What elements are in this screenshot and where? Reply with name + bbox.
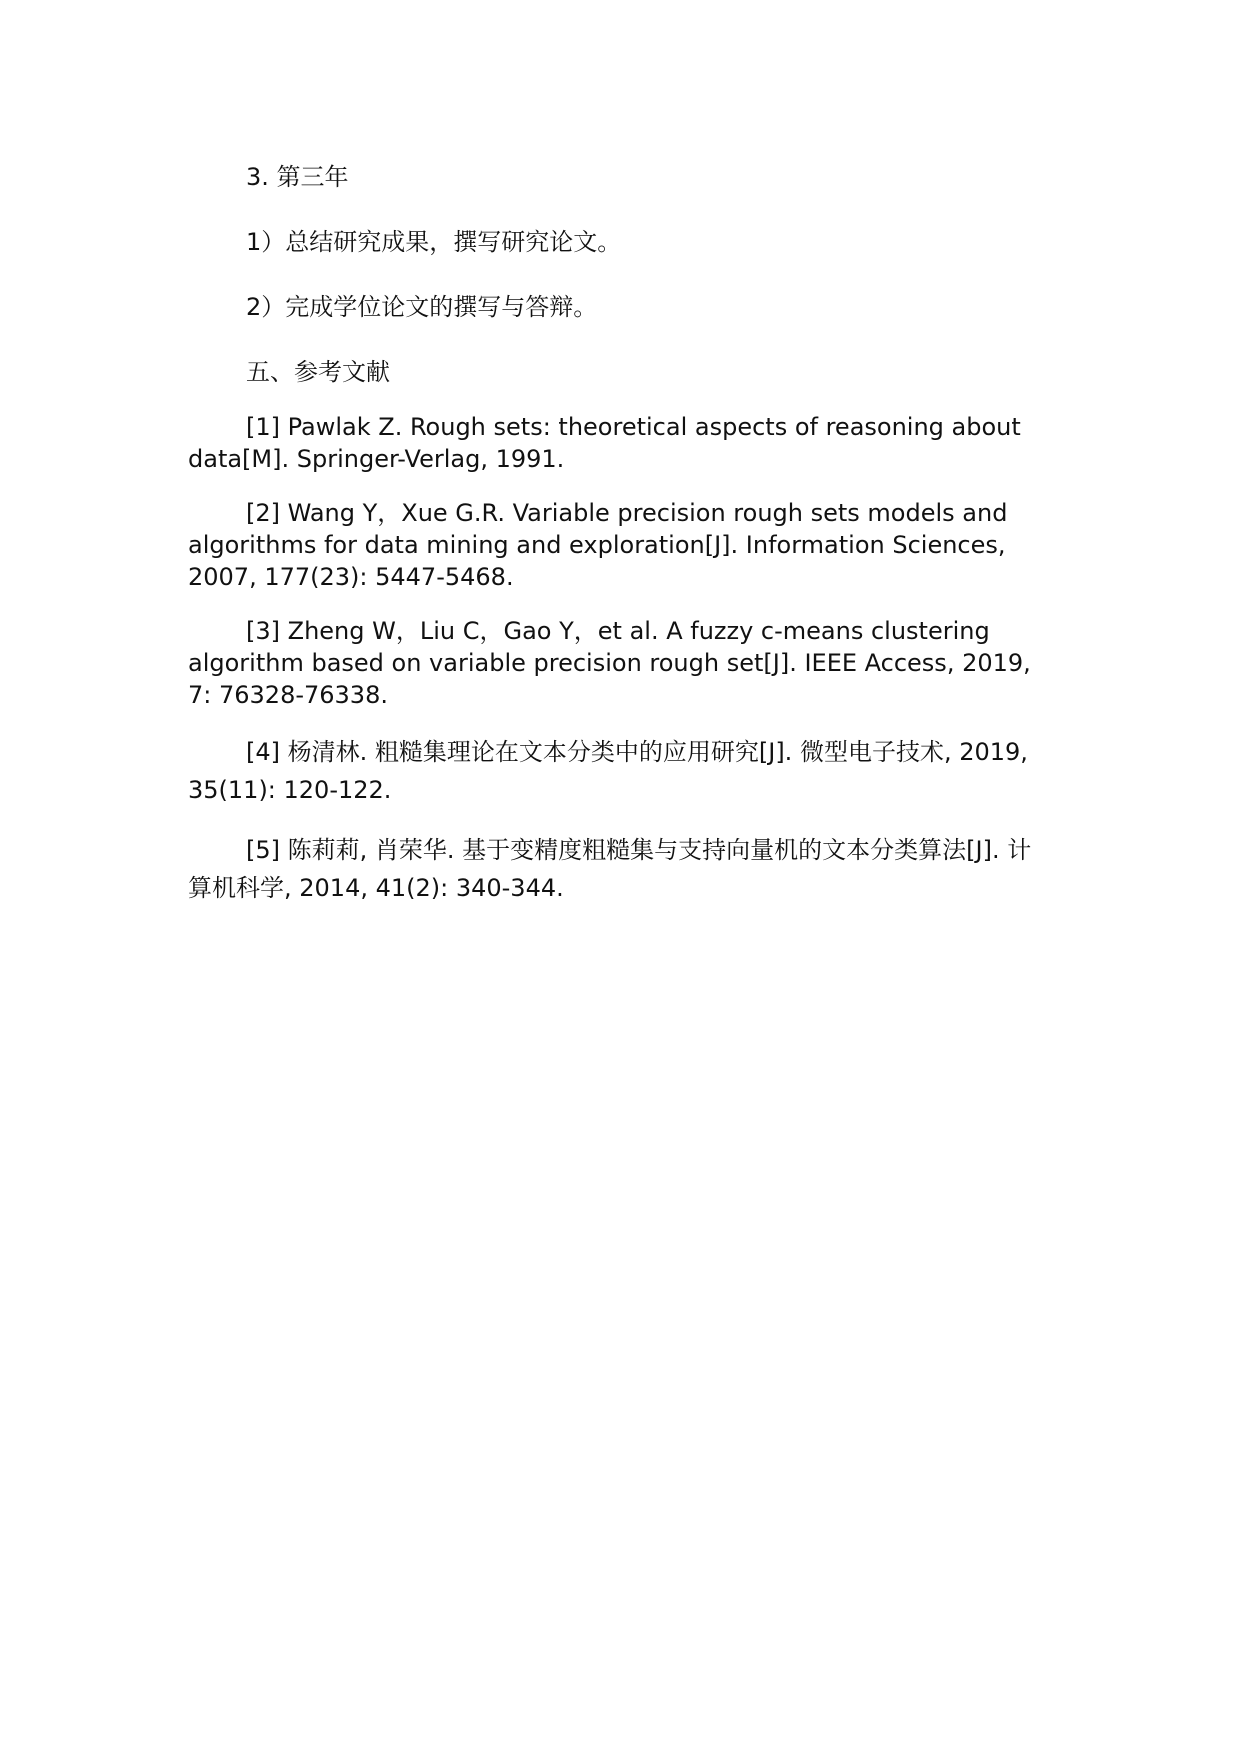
page-content [188,160,1048,929]
plan-item-2: 2）完成学位论文的撰写与答辩。 [246,293,598,321]
reference-entry-5: [5] 陈莉莉, 肖荣华. 基于变精度粗糙集与支持向量机的文本分类算法[J]. 计算机科学, 2014, 41(2): 340-344. [188,836,1032,902]
reference-entry-3: [3] Zheng W，Liu C，Gao Y，et al. A fuzzy c-means clustering algorithm based on variable precision rough set[J]. IEEE Access, 2019, 7: 76328-76338. [188,617,1031,709]
references-title: 五、参考文献 [246,358,390,386]
reference-entry-1: [1] Pawlak Z. Rough sets: theoretical aspects of reasoning about data[M]. Springer-Verlag, 1991. [188,413,1021,473]
reference-entry-4: [4] 杨清林. 粗糙集理论在文本分类中的应用研究[J]. 微型电子技术, 2019, 35(11): 120-122. [188,738,1028,804]
reference-entry-2: [2] Wang Y，Xue G.R. Variable precision rough sets models and algorithms for data mining and exploration[J]. Information Sciences, 2007, 177(23): 5447-5468. [188,499,1008,591]
plan-item-1: 1）总结研究成果，撰写研究论文。 [246,228,622,256]
year3-heading: 3. 第三年 [246,163,349,191]
